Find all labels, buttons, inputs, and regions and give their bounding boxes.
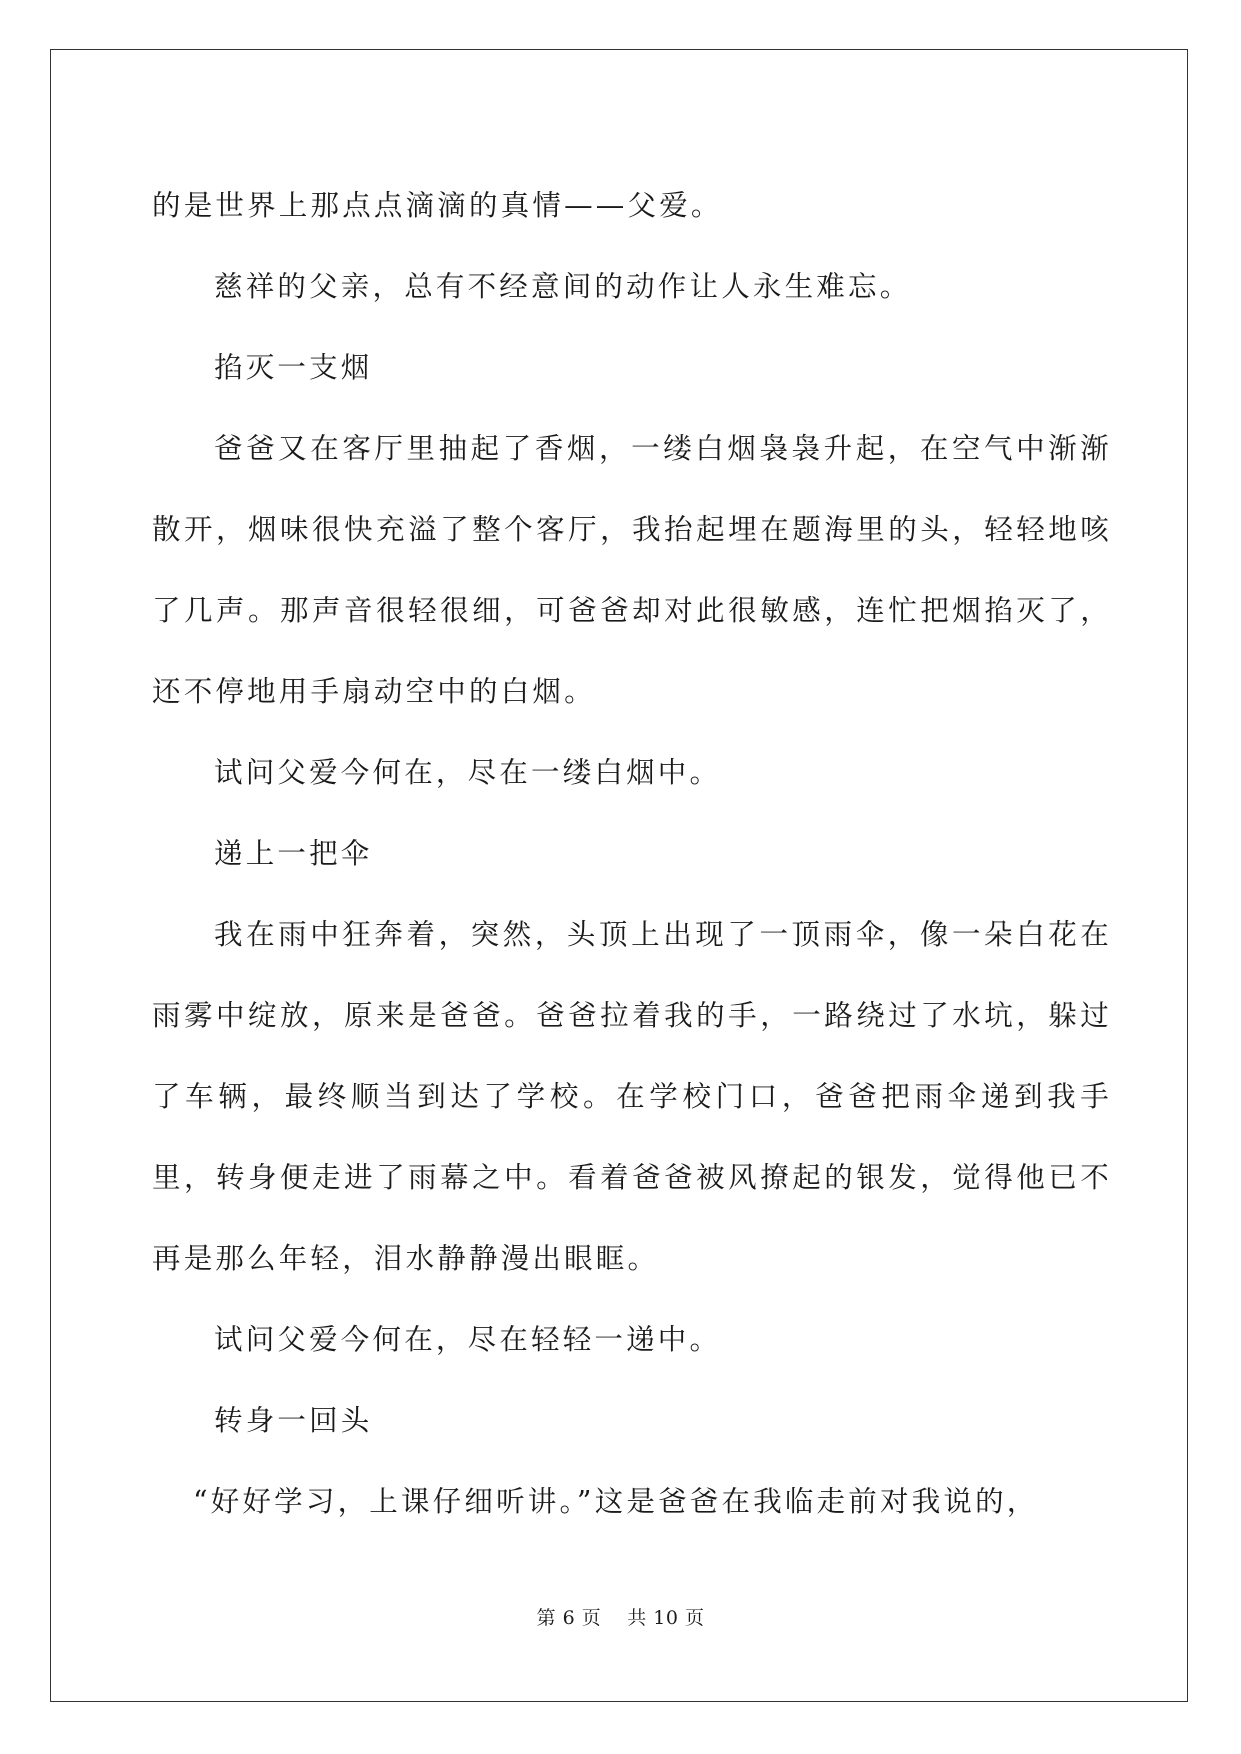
document-body (152, 165, 1112, 1542)
paragraph-1: 慈祥的父亲，总有不经意间的动作让人永生难忘。 (214, 270, 912, 303)
paragraph-3: 爸爸又在客厅里抽起了香烟，一缕白烟袅袅升起，在空气中渐渐散开，烟味很快充溢了整个客厅，我抬起埋在题海里的头，轻轻地咳了几声。那声音很轻很细，可爸爸却对此很敏感，连忙把烟掐灭了，还不停地用手扇动空中的白烟。 (152, 432, 1112, 708)
paragraph-6: 我在雨中狂奔着，突然，头顶上出现了一顶雨伞，像一朵白花在雨雾中绽放，原来是爸爸。爸爸拉着我的手，一路绕过了水坑，躲过了车辆，最终顺当到达了学校。在学校门口，爸爸把雨伞递到我手里，转身便走进了雨幕之中。看着爸爸被风撩起的银发，觉得他已不再是那么年轻，泪水静静漫出眼眶。 (152, 918, 1112, 1275)
paragraph-4: 试问父爱今何在，尽在一缕白烟中。 (214, 756, 722, 789)
section-heading-extinguish-cigarette: 掐灭一支烟 (214, 351, 373, 384)
page-number: 第 6 页 (536, 1607, 602, 1629)
page-footer (0, 1603, 1241, 1630)
paragraph-7: 试问父爱今何在，尽在轻轻一递中。 (214, 1323, 722, 1356)
section-heading-turn-around: 转身一回头 (214, 1404, 373, 1437)
page-total: 共 10 页 (627, 1607, 705, 1629)
paragraph-9: “好好学习，上课仔细听讲。”这是爸爸在我临走前对我说的， (193, 1485, 1039, 1518)
paragraph-0: 的是世界上那点点滴滴的真情——父爱。 (152, 189, 723, 222)
section-heading-hand-umbrella: 递上一把伞 (214, 837, 373, 870)
